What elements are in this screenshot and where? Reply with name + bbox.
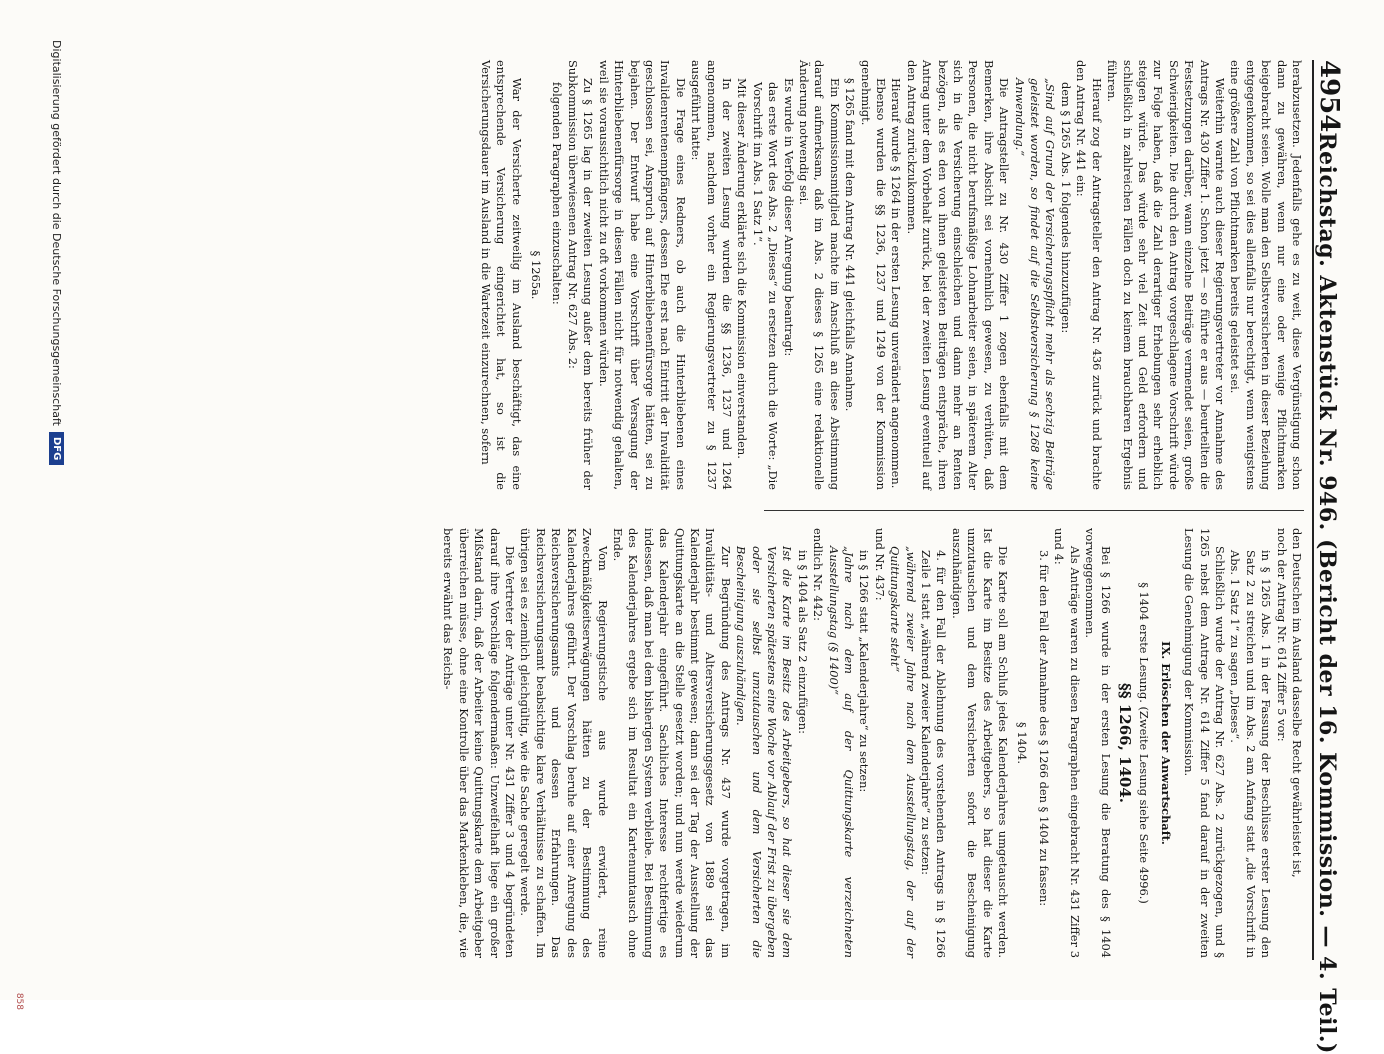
paragraph: herabzusetzen. Jedenfalls gehe es zu weit, diese Vergünstigung schon dann zu gewähren, wenn nur eine oder wenige Pflichtmarken beigebracht seien. Wolle man den Selbstversicherten in dieser Beziehung entgegenkommen, so sei dies allenfalls nur berechtigt, wenn wenigstens eine größere Zahl von Pflichtmarken bereits geleistet sei. — [1228, 60, 1304, 490]
paragraph: Bei § 1266 wurde in der ersten Lesung die Beratung des § 1404 vorweggenommen. — [1083, 528, 1113, 958]
paragraph: Schließlich wurde der Antrag Nr. 627 Abs. 2 zurückgezogen, und § 1265 nebst dem Antrage Nr. 614 Ziffer 5 fand darauf in der zweiten Lesung die Genehmigung der Kommission. — [1182, 528, 1227, 958]
left-column — [477, 60, 1304, 490]
indented-paragraph: das erste Wort des Abs. 2 „Dieses“ zu ersetzen durch die Worte: „Die Vorschrift im Abs. 1 Satz 1“. — [750, 82, 781, 490]
paragraph: Die Karte soll am Schluß jedes Kalenderjahres umgetauscht werden. Ist die Karte im Besitze des Arbeitgebers, so hat dieser die Karte umzutauschen und dem Versicherten sofort die Bescheinigung auszuhändigen. — [949, 528, 1011, 958]
section-marker: § 1404 erste Lesung. (Zweite Lesung siehe Seite 4996.) — [1137, 582, 1152, 904]
page-header — [1312, 60, 1354, 1054]
indented-paragraph: folgenden Paragraphen einzuschalten: — [550, 82, 565, 305]
right-column — [440, 528, 1304, 958]
dfg-logo: DFG — [49, 432, 64, 465]
paragraph: Die Vertreter der Anträge unter Nr. 431 Ziffer 3 und 4 begründeten darauf ihre Vorschläge folgendermaßen: Unzweifelhaft liege ein großer Mißstand darin, daß der Arbeiter keine Quittungskarte dem Arbeitgeber überreichen müsse, ohne eine Kontrolle über das Markenkleben, die, wie bereits erwähnt das Reichs- — [441, 528, 518, 958]
indented-paragraph: in § 1266 statt „Kalenderjahre“ zu setzen: — [857, 550, 872, 793]
column-divider — [764, 510, 1304, 511]
paragraph: Es wurde in Verfolg dieser Anregung beantragt: — [781, 78, 796, 357]
paragraph: Ebenso wurden die §§ 1236, 1237 und 1249 von der Kommission genehmigt. — [858, 60, 889, 490]
indented-paragraph: dem § 1265 Abs. 1 folgendes hinzuzufügen: — [1058, 82, 1073, 334]
indented-paragraph: 4. für den Fall der Ablehnung des vorstehenden Antrags in § 1266 Zeile 1 statt „während zweier Kalenderjahre“ zu setzen: — [919, 550, 949, 958]
paragraph: Vom Regierungstische aus wurde erwidert, reine Zweckmäßigkeitserwägungen hätten zu der Bestimmung des Kalenderjahres geführt. Der Vorschlag beruhe auf einer Anregung des Reichsversicherungsamts und dessen Erfahrungen. Das Reichsversicherungsamt beabsichtige klare Verhältnisse zu schaffen. Im übrigen sei es ziemlich gleichgültig, wie die Sache geregelt werde. — [518, 528, 610, 958]
indented-paragraph: in § 1404 als Satz 2 einzufügen: — [795, 550, 810, 734]
paragraph: Weiterhin warnte auch dieser Regierungsvertreter vor Annahme des Antrags Nr. 430 Ziffer 1. Schon jetzt — so führte er aus — beurteilten die Festsetzungen darüber, wann einzelne Beiträge vermendet seien, große Schwierigkeiten. Die durch den Antrag vorgeschlagene Vorschrift würde zur Folge haben, daß die Zahl derartiger Erhebungen sehr erheblich steigen würde. Das würde sehr viel Zeit und Geld erfordern und schließlich in zahlreichen Fällen doch zu keinem brauchbaren Ergebnis führen. — [1105, 60, 1227, 490]
section-marker: § 1265a. — [529, 250, 544, 300]
paragraph: Hierauf zog der Antragsteller den Antrag Nr. 436 zurück und brachte den Antrag Nr. 441 ein: — [1074, 60, 1104, 490]
indented-paragraph: 3. für den Fall der Annahme des § 1266 den § 1404 zu fassen: — [1036, 550, 1051, 907]
paragraph: § 1265 fand mit dem Antrag Nr. 441 gleichfalls Annahme. — [843, 78, 858, 412]
section-heading: IX. Erlöschen der Anwartschaft. — [1158, 641, 1173, 845]
paragraph: Als Anträge waren zu diesen Paragraphen eingebracht Nr. 431 Ziffer 3 und 4: — [1052, 528, 1082, 958]
quoted-text: Ist die Karte im Besitz des Arbeitgebers, so hat dieser sie dem Versicherten spätestens eine Woche vor Ablauf der Frist zu übergeben oder sie selbst umzutauschen und dem Versicherten die Bescheinigung auszuhändigen. — [734, 546, 795, 958]
quoted-text: „Sind auf Grund der Versicherungspflicht mehr als sechzig Beiträge geleistet worden, so findet auf die Selbstversicherung § 1268 keine Anwendung.“ — [1012, 78, 1058, 490]
paragraph: und Nr. 437: — [872, 528, 887, 601]
section-marker: § 1404. — [1015, 722, 1030, 764]
page-title: Reichstag. Aktenstück Nr. 946. (Bericht der 16. Kommission. — 4. Teil.) — [1314, 132, 1340, 1054]
paragraph: den Deutschen im Ausland dasselbe Recht gewährleistet ist, — [1290, 528, 1304, 878]
quoted-text: „Jahre nach dem auf der Quittungskarte verzeichneten Ausstellungstag (§ 1400)“ — [826, 546, 857, 958]
paragraph: Hierauf wurde § 1264 in der ersten Lesung unverändert angenommen. — [889, 78, 904, 489]
paragraph: Mit dieser Änderung erklärte sich die Kommission einverstanden. — [735, 78, 750, 459]
credit-text: Digitalisierung gefördert durch die Deutsche Forschungsgemeinschaft — [50, 40, 63, 426]
paragraph: endlich Nr. 442: — [811, 528, 826, 621]
page-number: 4954 — [1314, 60, 1344, 133]
paragraph: Zu § 1265 lag in der zweiten Lesung außer dem bereits früher der Subkommission überwiesenen Antrag Nr. 627 Abs. 2: — [565, 60, 596, 490]
paragraph-heading: §§ 1266, 1404. — [1115, 682, 1134, 804]
paragraph: Die Frage eines Redners, ob auch die Hinterbliebenen eines Invalidenrentenempfängers, dessen Ehe erst nach Eintritt der Invalidität geschlossen sei, Anspruch auf Hinterbliebenenfürsorge hätten, sei zu bejahen. Der Entwurf habe eine Vorschrift über Versagung der Hinterbliebenenfürsorge in diesen Fällen nicht für notwendig gehalten, weil sie voraussichtlich nicht zu oft vorkommen würden. — [596, 60, 688, 490]
paragraph: Ein Kommissionsmitglied machte im Anschluß an diese Abstimmung darauf aufmerksam, daß im Abs. 2 dieses § 1265 eine redaktionelle Änderung notwendig sei. — [797, 60, 842, 490]
digitization-credit — [49, 40, 64, 465]
paragraph: noch der Antrag Nr. 614 Ziffer 5 vor: — [1274, 528, 1289, 742]
paragraph: War der Versicherte zeitweilig im Ausland beschäftigt, das eine entsprechende Versicherung eingerichtet hat, so ist die Versicherungsdauer im Ausland in die Wartezeit einzurechnen, sofern — [478, 60, 524, 490]
paragraph: Zur Begründung des Antrags Nr. 437 wurde vorgetragen, im Invaliditäts- und Altersversicherungsgesetz von 1889 sei das Kalenderjahr bestimmt gewesen; dann sei der Tag der Ausstellung der Quittungskarte an die Stelle gesetzt worden; und nun werde wiederum das Kalenderjahr eingeführt. Sachliches Interesse rechtfertige es indessen, daß man bei dem bisherigen System verbleibe. Bei Bestimmung des Kalenderjahres ergebe sich im Resultat ein Kartenumtausch ohne Ende. — [610, 528, 733, 958]
quoted-text: „während zweier Jahre nach dem Ausstellungstag, der auf der Quittungskarte steht“ — [888, 546, 918, 958]
paragraph: In der zweiten Lesung wurden die §§ 1236, 1237 und 1264 angenommen, nachdem vorher ein Regierungsvertreter zu § 1237 ausgeführt hatte: — [689, 60, 734, 490]
paragraph: Die Antragsteller zu Nr. 430 Ziffer 1 zogen ebenfalls mit dem Bemerken, ihre Absicht sei vornehmlich gewesen, zu verhüten, daß Personen, die nicht berufsmäßige Lohnarbeiter seien, in späterem Alter sich in die Versicherung einschleichen und dann mehr an Renten bezögen, als es den von ihnen geleisteten Beiträgen entspräche, ihren Antrag unter dem Vorbehalt zurück, bei der zweiten Lesung eventuell auf den Antrag zurückzukommen. — [904, 60, 1012, 490]
margin-mark: 858 — [14, 992, 24, 1010]
indented-paragraph: in § 1265 Abs. 1 in der Fassung der Beschlüsse erster Lesung den Satz 2 zu streichen und im Abs. 2 am Anfang statt „die Vorschrift in Abs. 1 Satz 1“ zu sagen „Dieses“. — [1228, 550, 1274, 958]
